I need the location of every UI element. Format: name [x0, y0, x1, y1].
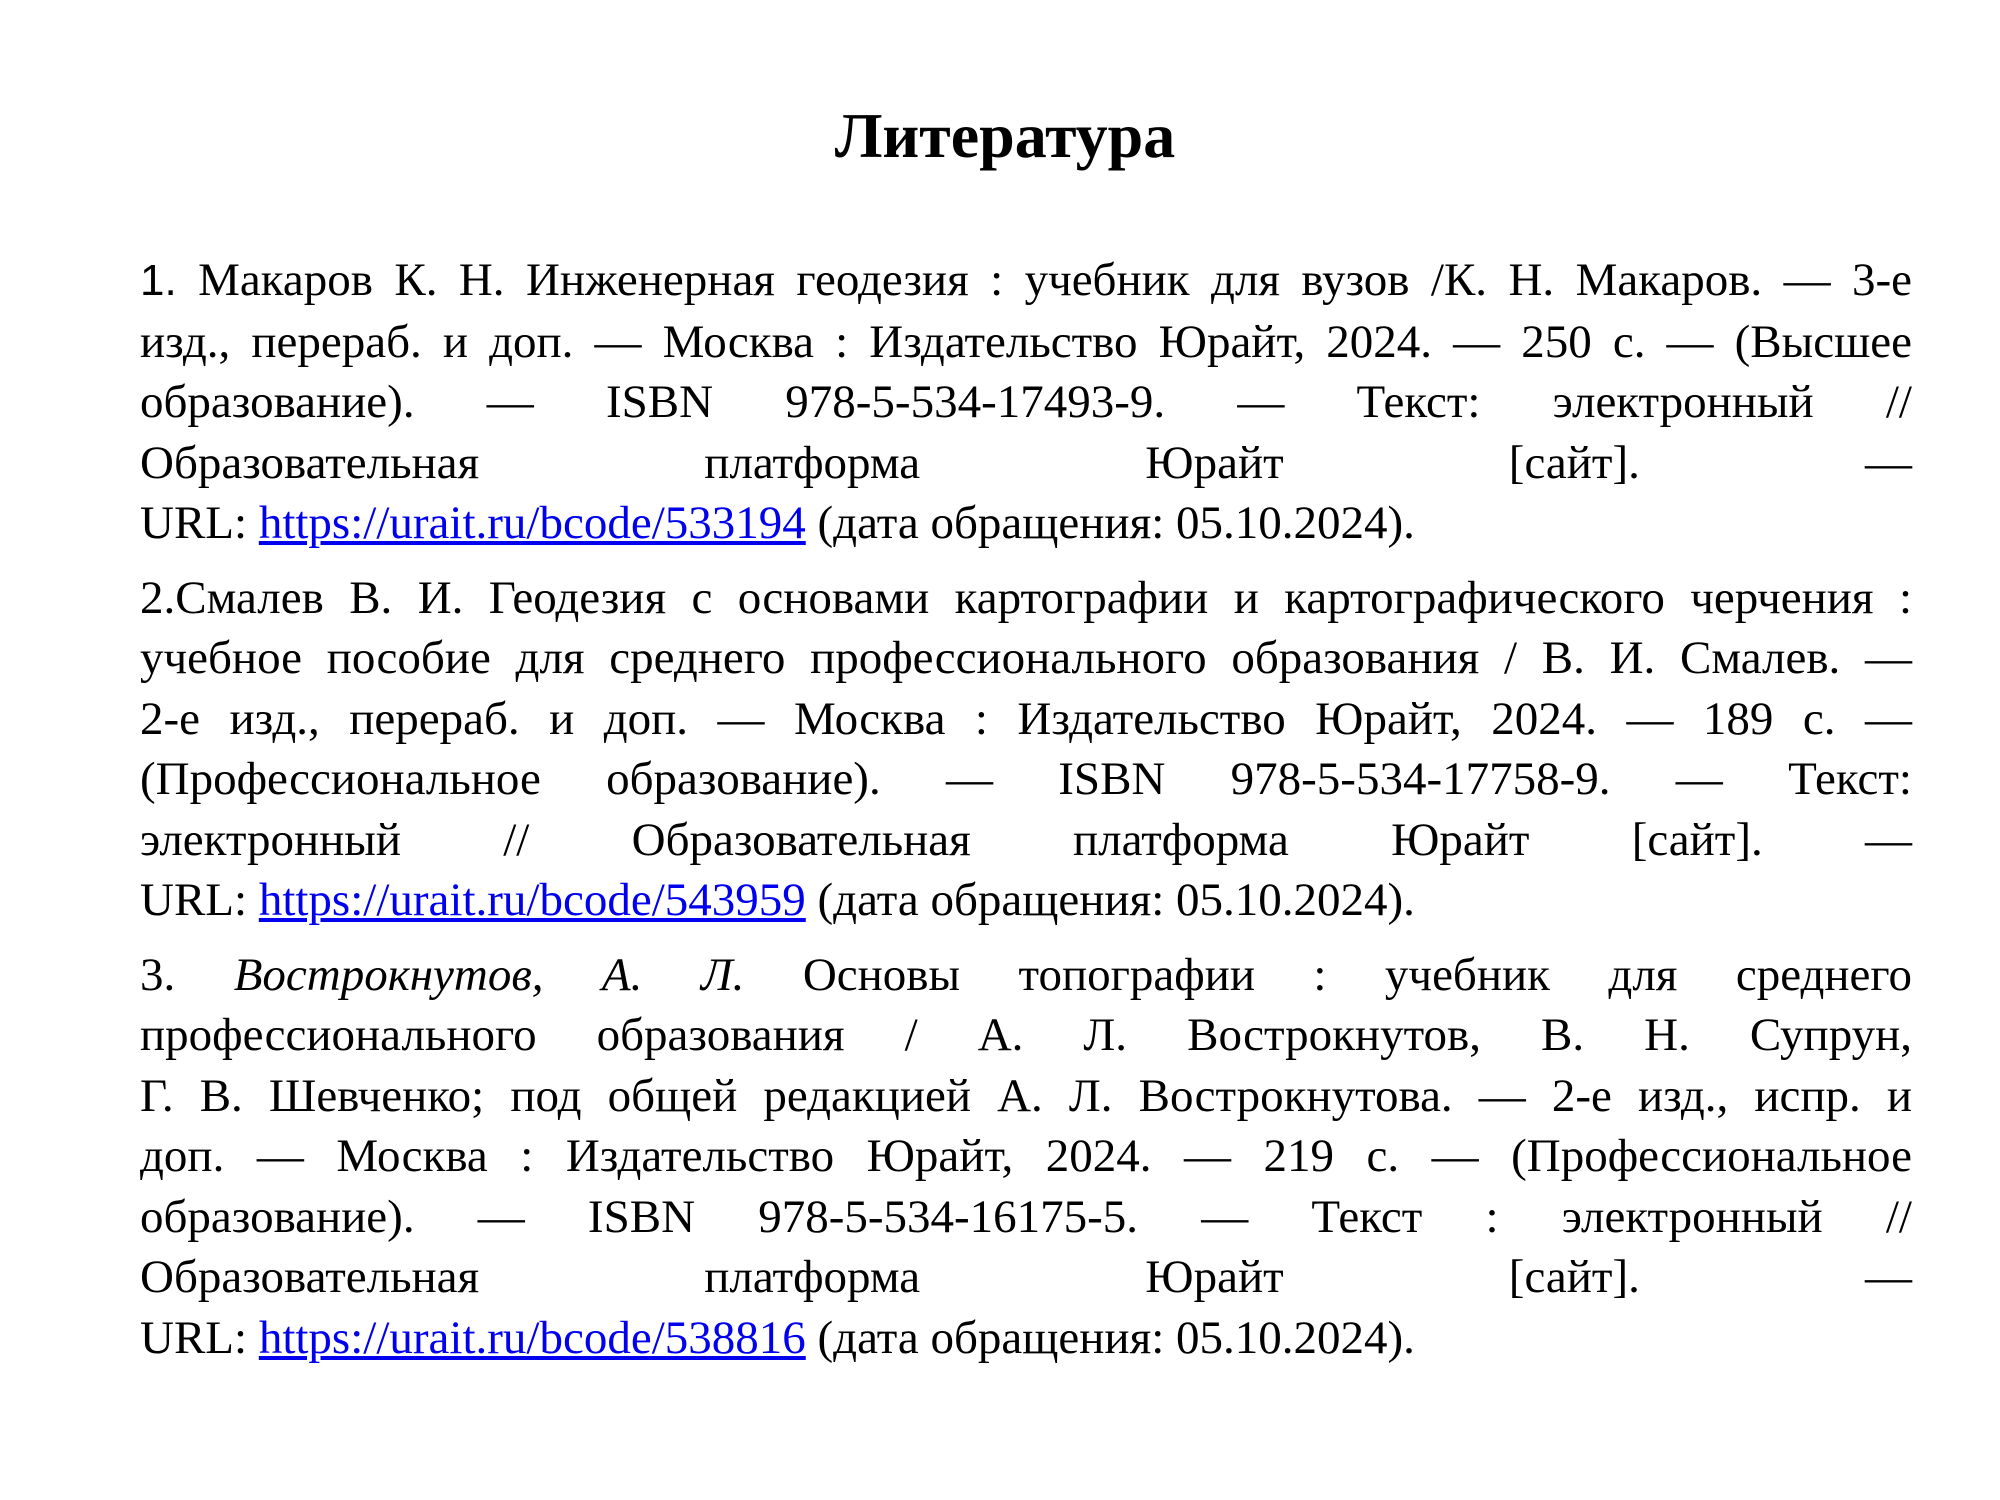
- ref-line: образование). — ISBN 978-5-534-17493-9. — Текст: электронный //: [140, 376, 1912, 428]
- ref-line: 1. Макаров К. Н. Инженерная геодезия : учебник для вузов /К. Н. Макаров. — 3-е: [140, 254, 1912, 306]
- ref-number: 2.: [140, 571, 176, 624]
- page-title: Литература: [834, 100, 1176, 171]
- ref-line: образование). — ISBN 978-5-534-16175-5. — Текст : электронный //: [140, 1190, 1912, 1243]
- ref-number: 3.: [140, 948, 176, 1001]
- ref-line: 3. Вострокнутов, А. Л. Основы топографии : учебник для среднего: [140, 948, 1912, 1001]
- ref-line: Г. В. Шевченко; под общей редакцией А. Л. Вострокнутова. — 2-е изд., испр. и: [140, 1069, 1912, 1122]
- ref-line: Образовательная платформа Юрайт [сайт]. —: [140, 436, 1912, 489]
- ref-line: (Профессиональное образование). — ISBN 978-5-534-17758-9. — Текст:: [140, 753, 1912, 805]
- ref-url-line: URL: https://urait.ru/bcode/538816 (дата обращения: 05.10.2024).: [140, 1311, 1415, 1364]
- ref-line: доп. — Москва : Издательство Юрайт, 2024. — 219 с. — (Профессиональное: [140, 1130, 1912, 1182]
- reference-item-3: [140, 945, 1912, 1369]
- reference-list: [140, 250, 1912, 1382]
- ref-url-line: URL: https://urait.ru/bcode/533194 (дата обращения: 05.10.2024).: [140, 497, 1415, 549]
- ref-line: 2-е изд., перераб. и доп. — Москва : Издательство Юрайт, 2024. — 189 с. —: [140, 692, 1912, 745]
- ref-line: Образовательная платформа Юрайт [сайт]. —: [140, 1251, 1912, 1303]
- ref-line: профессионального образования / А. Л. Вострокнутов, В. Н. Супрун,: [140, 1009, 1912, 1061]
- ref-line: 2.Смалев В. И. Геодезия с основами картографии и картографического черчения :: [140, 571, 1912, 624]
- ref-url-link[interactable]: https://urait.ru/bcode/543959: [258, 874, 806, 926]
- ref-number: 1.: [140, 256, 177, 305]
- ref-line: изд., перераб. и доп. — Москва : Издательство Юрайт, 2024. — 250 с. — (Высшее: [140, 315, 1912, 368]
- ref-url-link[interactable]: https://urait.ru/bcode/538816: [258, 1311, 806, 1364]
- reference-item-2: [140, 568, 1912, 931]
- ref-line: электронный // Образовательная платформа Юрайт [сайт]. —: [140, 813, 1912, 866]
- ref-url-line: URL: https://urait.ru/bcode/543959 (дата обращения: 05.10.2024).: [140, 874, 1415, 926]
- ref-url-link[interactable]: https://urait.ru/bcode/533194: [258, 497, 806, 549]
- reference-item-1: [140, 250, 1912, 554]
- ref-author: Вострокнутов, А. Л.: [233, 948, 745, 1001]
- ref-line: учебное пособие для среднего профессионального образования / В. И. Смалев. —: [140, 632, 1912, 684]
